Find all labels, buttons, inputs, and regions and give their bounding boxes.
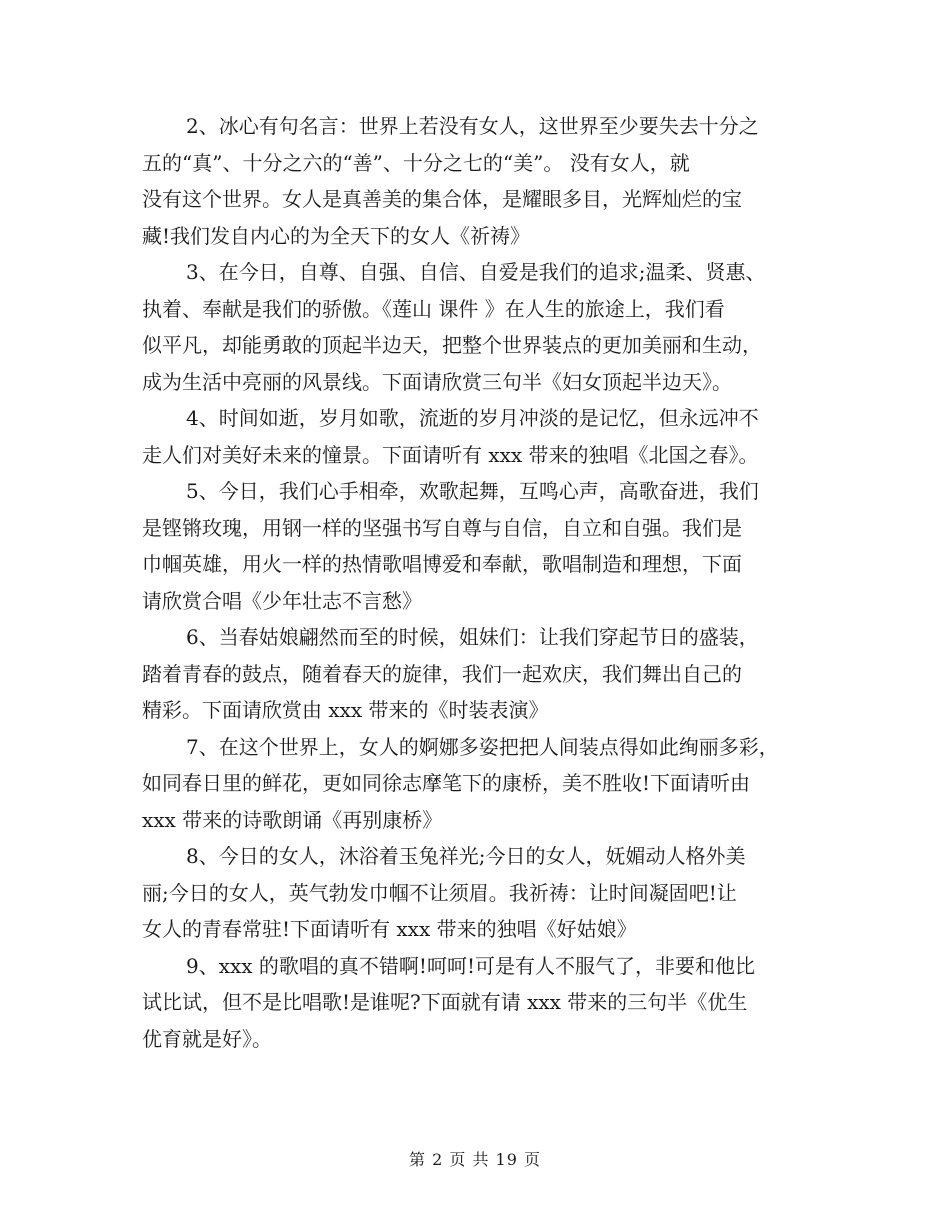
text-line: 似平凡，却能勇敢的顶起半边天，把整个世界装点的更加美丽和生动，: [142, 333, 762, 357]
text-line: 如同春日里的鲜花，更如同徐志摩笔下的康桥，美不胜收!下面请听由: [142, 771, 751, 795]
text-line: 优育就是好》。: [142, 1026, 272, 1051]
page-number-footer: 第 2 页 共 19 页: [409, 1150, 541, 1169]
paragraph-5: [142, 473, 822, 619]
paragraph-8: [142, 838, 822, 948]
text-line: 五的“真”、十分之六的“善”、十分之七的“美”。 没有女人，就: [142, 150, 690, 175]
paragraph-9: [142, 948, 822, 1058]
text-line: 4、时间如逝，岁月如歌，流逝的岁月冲淡的是记忆，但永远冲不: [186, 406, 759, 430]
text-line: 6、当春姑娘翩然而至的时候，姐妹们：让我们穿起节日的盛装，: [186, 625, 759, 649]
text-line: 巾帼英雄，用火一样的热情歌唱博爱和奉献，歌唱制造和理想，下面: [142, 552, 742, 576]
text-line: 9、xxx 的歌唱的真不错啊!呵呵!可是有人不服气了，非要和他比: [186, 953, 755, 978]
text-line: 丽;今日的女人，英气勃发巾帼不让须眉。我祈祷：让时间凝固吧!让: [142, 880, 737, 905]
text-line: 7、在这个世界上，女人的婀娜多姿把把人间装点得如此绚丽多彩，: [186, 734, 779, 759]
text-line: 5、今日，我们心手相牵，欢歌起舞，互鸣心声，高歌奋进，我们: [186, 479, 759, 503]
text-line: 执着、奉献是我们的骄傲。《莲山 课件 》在人生的旅途上，我们看: [142, 296, 725, 321]
text-line: xxx 带来的诗歌朗诵《再别康桥》: [142, 807, 443, 832]
text-line: 精彩。下面请欣赏由 xxx 带来的《时装表演》: [142, 698, 549, 722]
paragraph-3: [142, 254, 822, 400]
text-line: 是铿锵玫瑰，用钢一样的坚强书写自尊与自信，自立和自强。我们是: [142, 515, 742, 540]
text-line: 走人们对美好未来的憧景。下面请听有 xxx 带来的独唱《北国之春》。: [142, 442, 759, 467]
text-line: 试比试，但不是比唱歌!是谁呢?下面就有请 xxx 带来的三句半《优生: [142, 990, 748, 1014]
text-line: 踏着青春的鼓点，随着春天的旋律，我们一起欢庆，我们舞出自己的: [142, 661, 742, 686]
text-line: 请欣赏合唱《少年壮志不言愁》: [142, 588, 422, 613]
paragraph-6: [142, 619, 822, 729]
paragraph-2: [142, 108, 822, 254]
text-line: 没有这个世界。女人是真善美的集合体，是耀眼多目，光辉灿烂的宝: [142, 187, 742, 211]
document-body: [142, 108, 822, 1057]
text-line: 女人的青春常驻!下面请听有 xxx 带来的独唱《好姑娘》: [142, 917, 637, 941]
text-line: 成为生活中亮丽的风景线。下面请欣赏三句半《妇女顶起半边天》。: [142, 369, 732, 394]
paragraph-7: [142, 729, 822, 839]
paragraph-4: [142, 400, 822, 473]
text-line: 2、冰心有句名言：世界上若没有女人，这世界至少要失去十分之: [186, 114, 759, 138]
text-line: 3、在今日，自尊、自强、自信、自爱是我们的追求;温柔、贤惠、: [186, 260, 766, 284]
text-line: 8、今日的女人，沐浴着玉兔祥光;今日的女人，妩媚动人格外美: [186, 844, 746, 868]
text-line: 藏!我们发自内心的为全天下的女人《祈祷》: [142, 223, 531, 248]
